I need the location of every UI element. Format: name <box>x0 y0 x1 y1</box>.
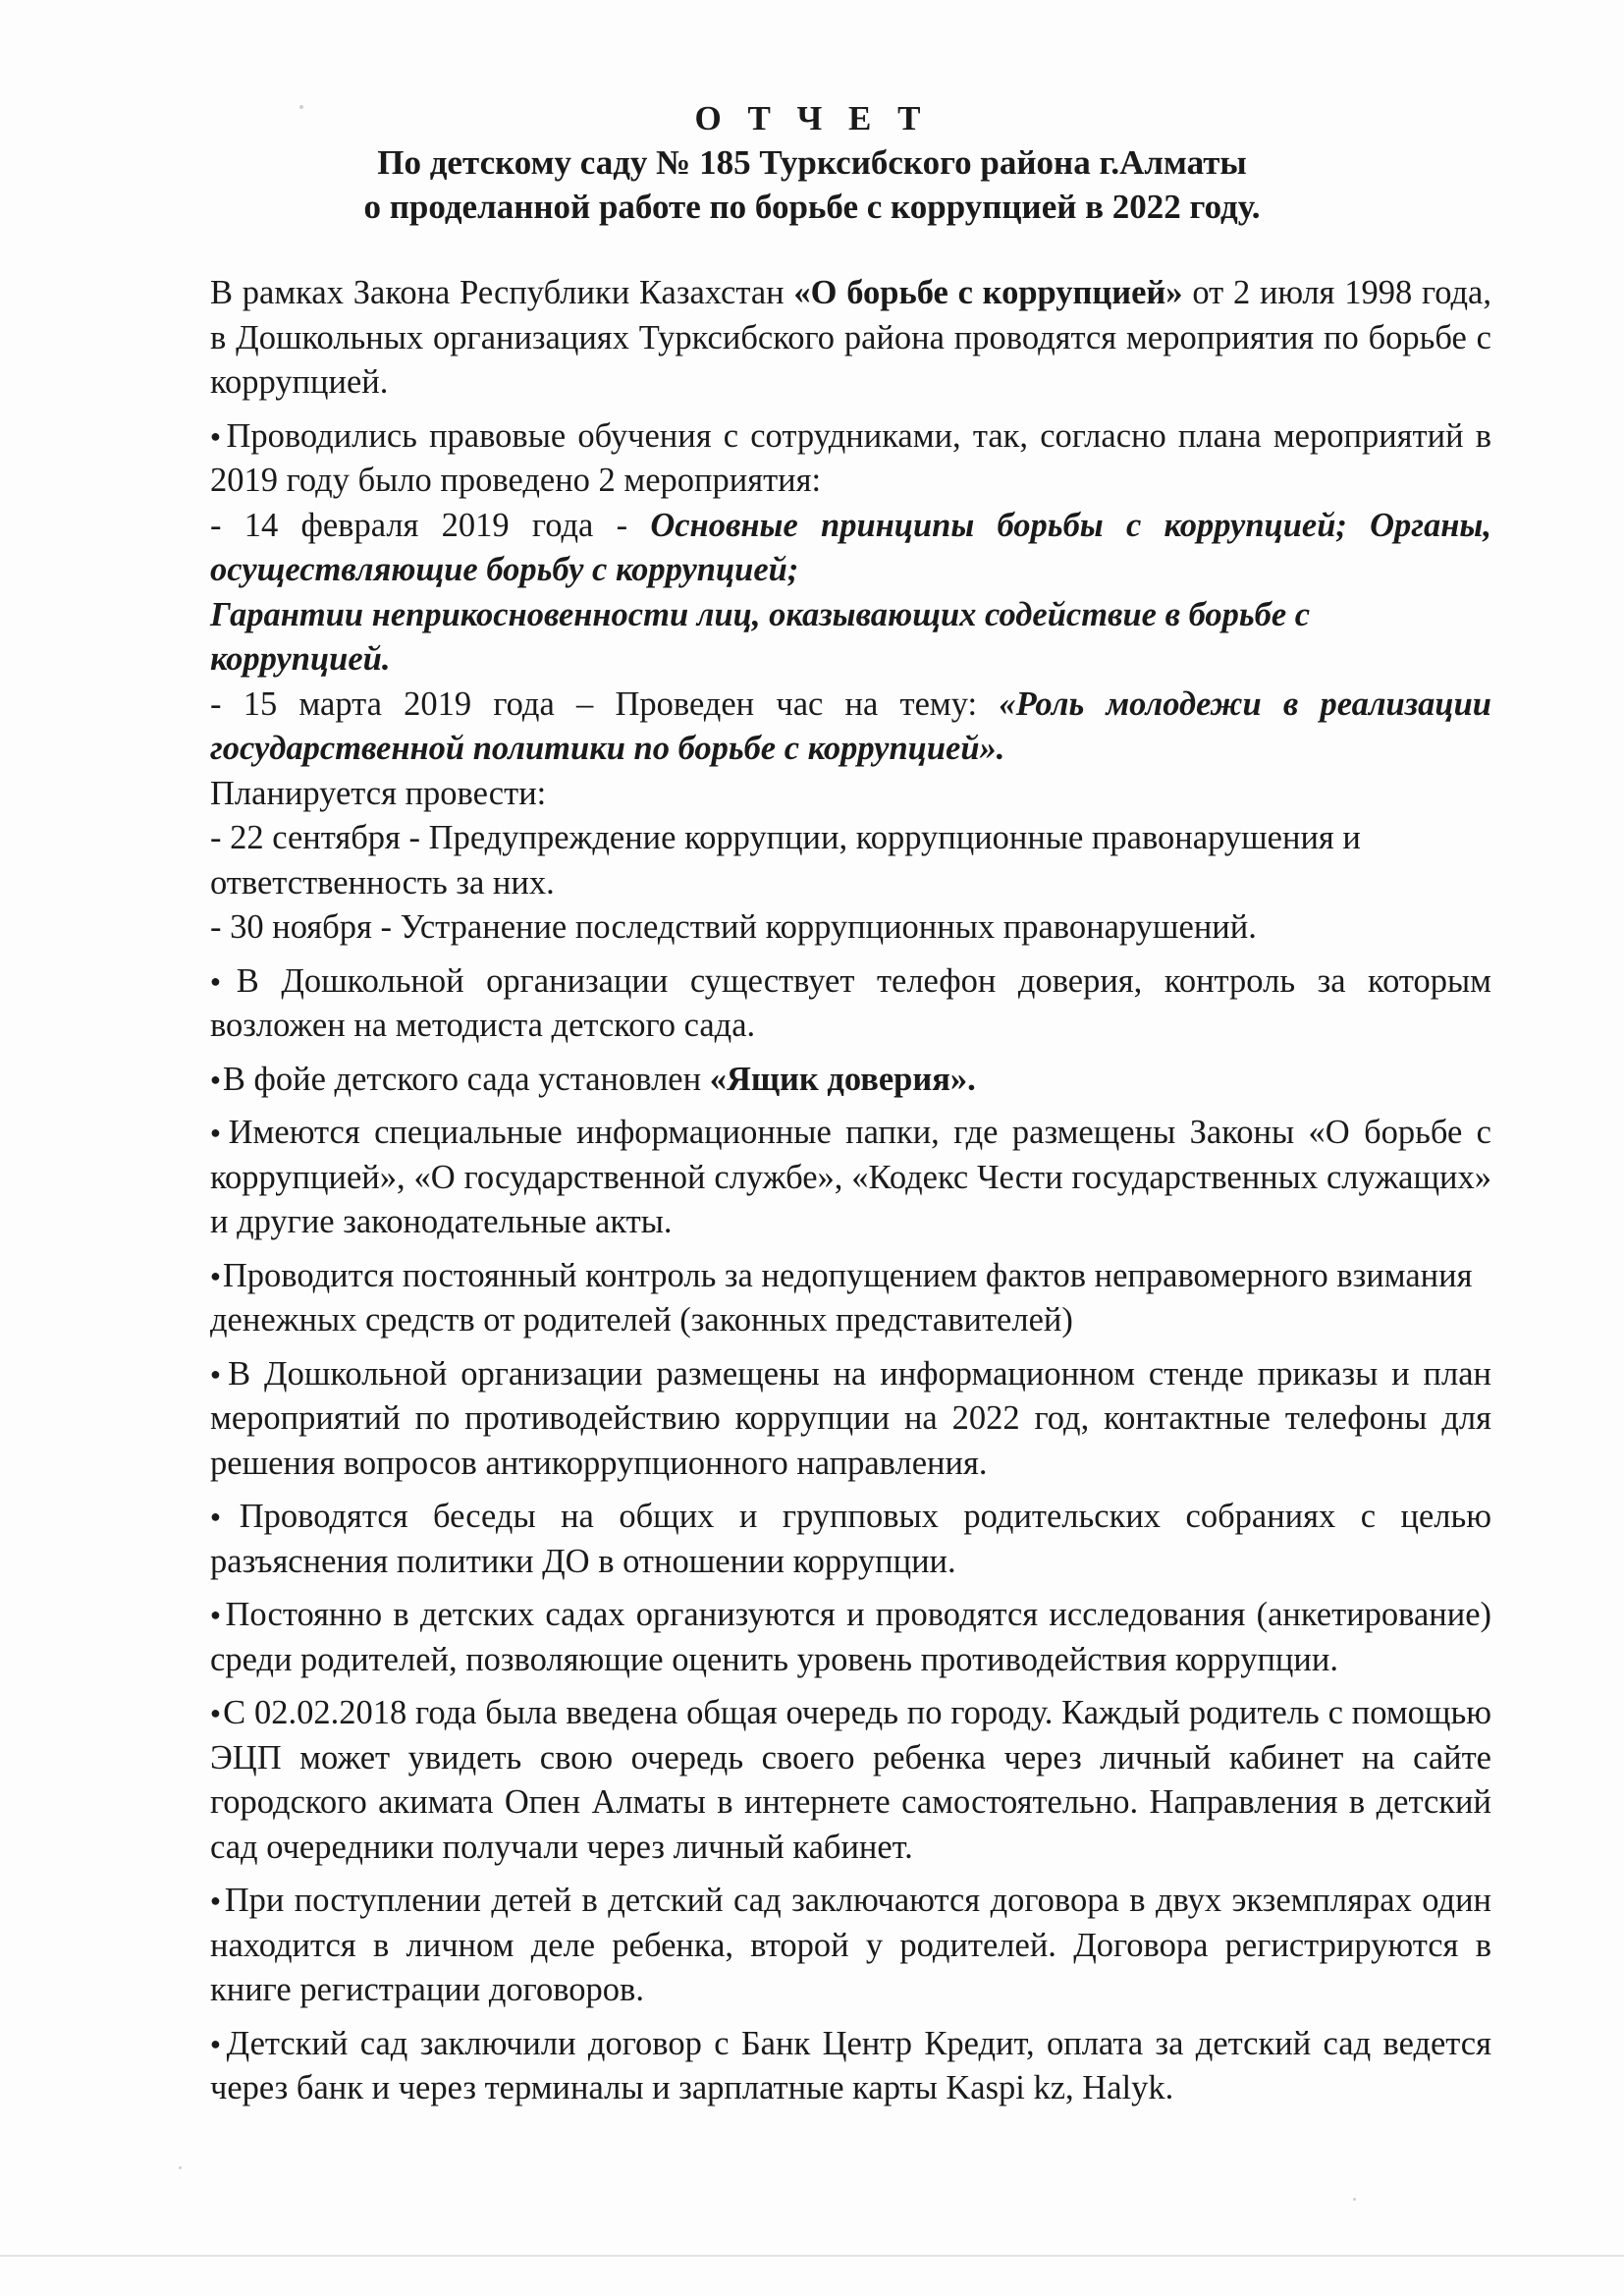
stand-text: В Дошкольной организации размещены на информационном стенде приказы и план мероприятий по противодействию коррупции на 2022 год, контактные телефоны для решения вопросов антикоррупционного направления. <box>210 1354 1491 1482</box>
contracts-text: При поступлении детей в детский сад заключаются договора в двух экземплярах один находится в личном деле ребенка, второй у родителей. Договора регистрируются в книге регистрации договоров. <box>210 1882 1491 2008</box>
hotline-text: В Дошкольной организации существует телефон доверия, контроль за которым возложен на методиста детского сада. <box>210 961 1491 1044</box>
bullet-icon <box>210 1355 228 1393</box>
event1-topic2-paragraph <box>210 593 1491 683</box>
report-subtitle-line1: По детскому саду № 185 Турксибского района г.Алматы <box>377 143 1247 182</box>
bullet-icon <box>210 1257 223 1294</box>
intro-paragraph <box>210 271 1491 406</box>
bullet-icon <box>210 1114 229 1151</box>
event1-topic: Основные принципы борьбы с коррупцией; Органы, осуществляющие борьбу с коррупцией; <box>210 506 1491 588</box>
event1-paragraph <box>210 504 1491 593</box>
control-paragraph <box>210 1254 1491 1343</box>
folders-paragraph <box>210 1111 1491 1245</box>
contracts-paragraph <box>210 1879 1491 2013</box>
control-text: Проводится постоянный контроль за недопущением фактов неправомерного взимания денежных средств от родителей (законных представителей) <box>210 1256 1473 1339</box>
meetings-text: Проводятся беседы на общих и групповых родительских собраниях с целью разъяснения политики ДО в отношении коррупции. <box>210 1498 1491 1580</box>
intro-text: В рамках Закона Республики Казахстан <box>210 274 794 311</box>
trust-box-paragraph <box>210 1058 1491 1103</box>
scan-edge-line <box>0 2255 1624 2257</box>
intro-text-cont: от 2 июля 1998 года, в Дошкольных организациях Турксибского района проводятся мероприятия по борьбе с коррупцией. <box>210 274 1491 401</box>
bank-paragraph <box>210 2022 1491 2111</box>
law-name: «О борьбе с коррупцией» <box>793 274 1183 311</box>
bullet-icon <box>210 1596 226 1633</box>
scan-speck <box>299 105 303 109</box>
bullet-icon <box>210 1498 240 1535</box>
training-text: Проводились правовые обучения с сотрудниками, так, согласно плана мероприятий в 2019 году было проведено 2 мероприятия: <box>210 416 1492 499</box>
trust-box-text: В фойе детского сада установлен <box>222 1060 710 1098</box>
bullet-icon <box>210 1882 225 1919</box>
surveys-text: Постоянно в детских садах организуются и проводятся исследования (анкетирование) среди родителей, позволяющие оценить уровень противодействия коррупции. <box>210 1596 1491 1678</box>
report-title: О Т Ч Е Т <box>694 99 930 137</box>
event2-topic: «Роль молодежи в реализации государственной политики по борьбе с коррупцией». <box>210 684 1491 767</box>
bank-text: Детский сад заключили договор с Банк Центр Кредит, оплата за детский сад ведется через банк и через терминалы и зарплатные карты Kaspi kz, Halyk. <box>210 2024 1491 2106</box>
trust-box-name: «Ящик доверия». <box>709 1060 976 1098</box>
event2-paragraph <box>210 683 1491 772</box>
report-subtitle-line2: о проделанной работе по борьбе с коррупцией в 2022 году. <box>363 188 1261 226</box>
planned-item-2: - 30 ноября - Устранение последствий коррупционных правонарушений. <box>210 908 1257 946</box>
meetings-paragraph <box>210 1495 1491 1584</box>
planned-label: Планируется провести: <box>210 774 547 812</box>
scan-speck <box>1353 2198 1356 2201</box>
event2-prefix: - 15 марта 2019 года – Проведен час на тему: <box>210 684 1000 723</box>
bullet-icon <box>210 962 237 1000</box>
report-body <box>210 271 1491 2111</box>
hotline-paragraph <box>210 959 1491 1049</box>
scan-speck <box>179 2166 182 2169</box>
event1-date: - 14 февраля 2019 года - <box>210 506 651 544</box>
stand-paragraph <box>210 1352 1491 1487</box>
queue-text: С 02.02.2018 года была введена общая очередь по городу. Каждый родитель с помощью ЭЦП может увидеть свою очередь своего ребенка через личный кабинет на сайте городского акимата Опен Алматы в интернете самостоятельно. Направления в детский сад очередники получали через личный кабинет. <box>210 1694 1491 1866</box>
bullet-icon <box>210 1694 223 1731</box>
bullet-icon <box>210 1061 223 1098</box>
bullet-icon <box>210 2025 227 2062</box>
bullet-icon <box>210 417 226 455</box>
surveys-paragraph <box>210 1593 1491 1682</box>
planned-item-1: - 22 сентября - Предупреждение коррупции, коррупционные правонарушения и ответственность за них. <box>210 819 1361 902</box>
event1-topic2: Гарантии неприкосновенности лиц, оказывающих содействие в борьбе с коррупцией. <box>210 595 1311 678</box>
training-paragraph <box>210 414 1491 504</box>
queue-paragraph <box>210 1691 1491 1870</box>
folders-text: Имеются специальные информационные папки, где размещены Законы «О борьбе с коррупцией», «О государственной службе», «Кодекс Чести государственных служащих» и другие законодательные акты. <box>210 1114 1491 1240</box>
